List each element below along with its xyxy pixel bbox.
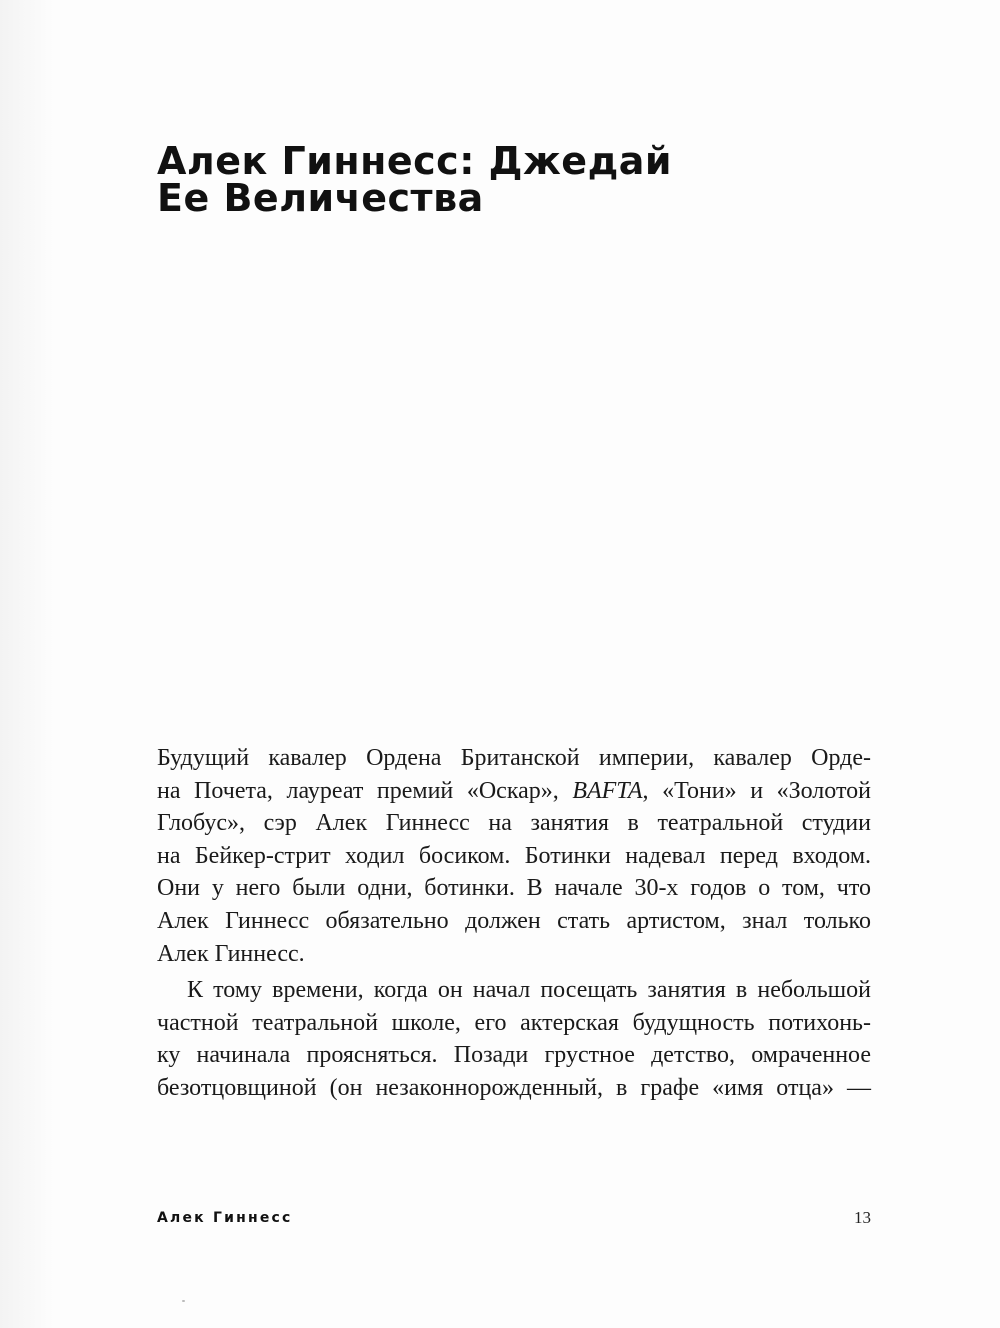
body-text: [157, 742, 871, 1105]
text-line: безотцовщиной (он незаконнорожденный, в графе «имя отца» —: [157, 1074, 871, 1101]
page-number: 13: [854, 1208, 871, 1227]
text-line: частной театральной школе, его актерская будущность потихонь-: [157, 1009, 871, 1036]
paragraph-2: [157, 974, 871, 1104]
text-segment: на Почета, лауреат премий «Оскар»,: [157, 777, 573, 804]
chapter-title-line-1: Алек Гиннесс: Джедай: [157, 139, 673, 183]
chapter-title-line-2: Ее Величества: [157, 176, 484, 220]
text-line: Будущий кавалер Ордена Британской империи, кавалер Орде-: [157, 745, 871, 771]
italic-term: BAFTA: [572, 777, 643, 804]
text-line: на Бейкер-стрит ходил босиком. Ботинки надевал перед входом.: [157, 842, 871, 869]
text-line: Глобус», сэр Алек Гиннесс на занятия в театральной студии: [157, 810, 871, 837]
running-footer-title: Алек Гиннесс: [157, 1210, 293, 1226]
text-line: [157, 775, 871, 808]
paragraph-1: [157, 742, 871, 970]
chapter-title: [157, 139, 797, 220]
text-line: Алек Гиннесс.: [157, 940, 305, 967]
paper-speck: [182, 1300, 185, 1302]
text-line: К тому времени, когда он начал посещать занятия в небольшой: [187, 977, 871, 1004]
text-segment: , «Тони» и «Золотой: [642, 777, 871, 804]
page-edge-shadow: [0, 0, 54, 1328]
text-line: Они у него были одни, ботинки. В начале 30-х годов о том, что: [157, 875, 871, 902]
text-line: ку начинала проясняться. Позади грустное детство, омраченное: [157, 1042, 871, 1069]
text-line: Алек Гиннесс обязательно должен стать артистом, знал только: [157, 907, 871, 934]
